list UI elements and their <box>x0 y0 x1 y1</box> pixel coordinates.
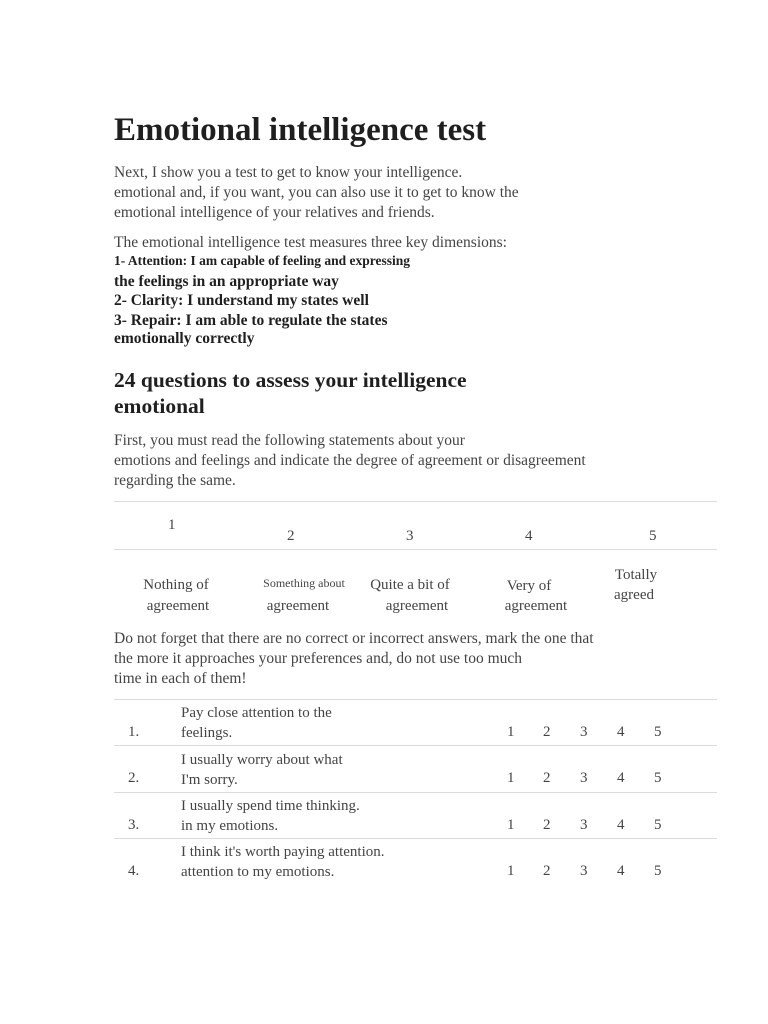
question-number: 4. <box>128 863 140 879</box>
answer-option-3[interactable]: 3 <box>580 817 588 833</box>
dimension-line-1: 1- Attention: I am capable of feeling and expressing <box>114 253 410 268</box>
scale-label-5-line-2: agreed <box>614 587 654 603</box>
question-text-line-1: I think it's worth paying attention. <box>181 844 385 860</box>
answer-option-2[interactable]: 2 <box>543 724 551 740</box>
reminder-line-3: time in each of them! <box>114 670 247 687</box>
divider <box>114 549 717 550</box>
question-number: 1. <box>128 724 140 740</box>
intro-line-2: emotional and, if you want, you can also use it to get to know the <box>114 184 519 201</box>
intro-line-1: Next, I show you a test to get to know your intelligence. <box>114 164 463 181</box>
answer-option-2[interactable]: 2 <box>543 863 551 879</box>
scale-number-2: 2 <box>287 528 295 544</box>
reminder-line-2: the more it approaches your preferences and, do not use too much <box>114 650 523 667</box>
question-number: 2. <box>128 770 140 786</box>
dimension-line-4: 3- Repair: I am able to regulate the states <box>114 312 388 329</box>
section-heading-line-2: emotional <box>114 394 205 418</box>
answer-option-4[interactable]: 4 <box>617 724 625 740</box>
answer-option-3[interactable]: 3 <box>580 770 588 786</box>
scale-label-2-line-2: agreement <box>266 598 330 614</box>
question-text-line-1: I usually spend time thinking. <box>181 798 360 814</box>
question-number: 3. <box>128 817 140 833</box>
scale-label-2-line-1: Something about <box>263 576 345 590</box>
intro-line-3: emotional intelligence of your relatives and friends. <box>114 204 435 221</box>
dimension-line-5: emotionally correctly <box>114 330 255 347</box>
scale-label-4-line-2: agreement <box>504 598 568 614</box>
answer-option-2[interactable]: 2 <box>543 817 551 833</box>
answer-option-5[interactable]: 5 <box>654 817 662 833</box>
scale-label-4-line-1: Very of <box>506 578 552 594</box>
scale-number-4: 4 <box>525 528 533 544</box>
answer-option-5[interactable]: 5 <box>654 770 662 786</box>
scale-label-5-line-1: Totally <box>614 567 658 583</box>
scale-number-5: 5 <box>649 528 657 544</box>
answer-option-4[interactable]: 4 <box>617 863 625 879</box>
reminder-line-1: Do not forget that there are no correct or incorrect answers, mark the one that <box>114 630 594 647</box>
question-text-line-2: in my emotions. <box>181 818 279 834</box>
divider <box>114 699 717 700</box>
dimension-line-3: 2- Clarity: I understand my states well <box>114 292 369 309</box>
instructions-line-3: regarding the same. <box>114 472 236 489</box>
section-heading-line-1: 24 questions to assess your intelligence <box>114 368 467 392</box>
answer-option-1[interactable]: 1 <box>507 817 515 833</box>
divider <box>114 501 717 502</box>
question-text-line-2: feelings. <box>181 725 233 741</box>
scale-label-1-line-2: agreement <box>146 598 210 614</box>
answer-option-5[interactable]: 5 <box>654 863 662 879</box>
divider <box>114 745 717 746</box>
answer-option-5[interactable]: 5 <box>654 724 662 740</box>
scale-label-1-line-1: Nothing of <box>143 577 209 593</box>
question-text-line-2: I'm sorry. <box>181 772 238 788</box>
scale-label-3-line-1: Quite a bit of <box>370 577 450 593</box>
instructions-line-1: First, you must read the following statements about your <box>114 432 465 449</box>
answer-option-3[interactable]: 3 <box>580 863 588 879</box>
scale-label-3-line-2: agreement <box>385 598 449 614</box>
question-text-line-2: attention to my emotions. <box>181 864 335 880</box>
dimensions-intro: The emotional intelligence test measures three key dimensions: <box>114 234 507 251</box>
page-title: Emotional intelligence test <box>114 112 487 148</box>
question-text-line-1: Pay close attention to the <box>181 705 332 721</box>
answer-option-1[interactable]: 1 <box>507 770 515 786</box>
answer-option-4[interactable]: 4 <box>617 770 625 786</box>
instructions-line-2: emotions and feelings and indicate the degree of agreement or disagreement <box>114 452 586 469</box>
divider <box>114 838 717 839</box>
divider <box>114 792 717 793</box>
answer-option-2[interactable]: 2 <box>543 770 551 786</box>
answer-option-3[interactable]: 3 <box>580 724 588 740</box>
scale-number-1: 1 <box>168 517 176 533</box>
dimension-line-2: the feelings in an appropriate way <box>114 273 339 290</box>
answer-option-4[interactable]: 4 <box>617 817 625 833</box>
question-text-line-1: I usually worry about what <box>181 752 343 768</box>
scale-number-3: 3 <box>406 528 414 544</box>
answer-option-1[interactable]: 1 <box>507 724 515 740</box>
answer-option-1[interactable]: 1 <box>507 863 515 879</box>
